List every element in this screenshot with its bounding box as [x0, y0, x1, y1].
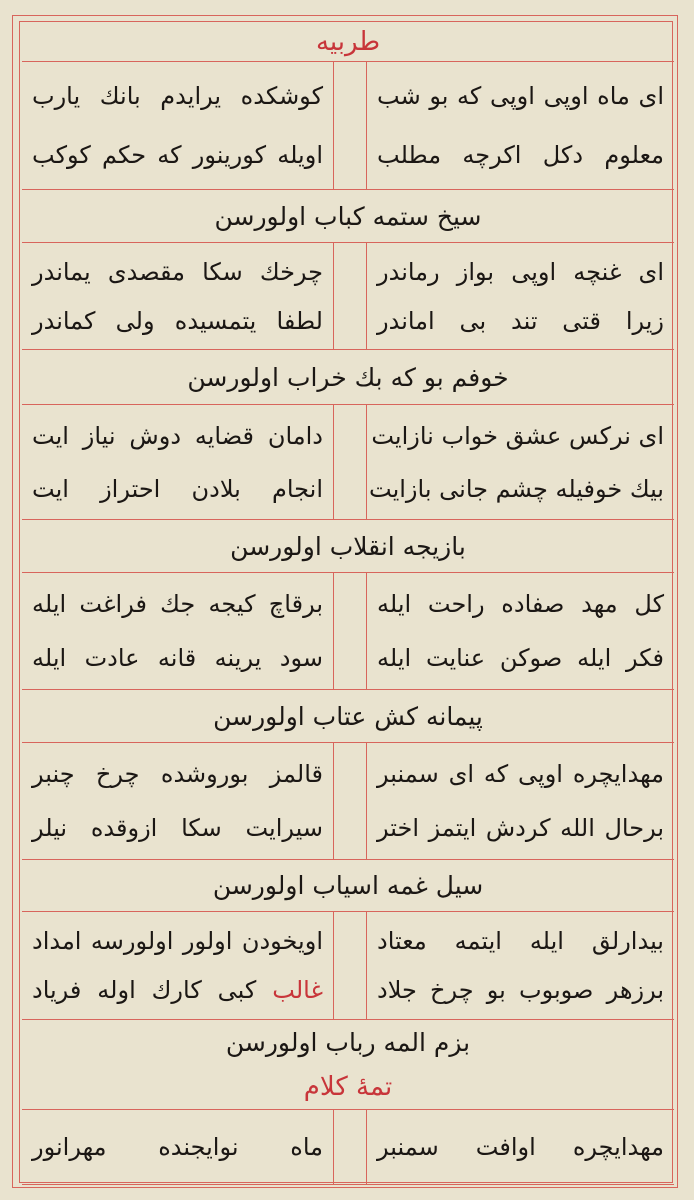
right-hemistich [367, 573, 674, 689]
couplet-4 [22, 573, 674, 690]
left-hemistich [22, 243, 333, 349]
column-divider [333, 912, 367, 1019]
verse-line: کل مهد صفاده راحت ایله [377, 590, 664, 618]
couplet-3 [22, 405, 674, 520]
verse-line: دامان قضایه دوش نیاز ایت [32, 421, 323, 450]
column-divider [333, 1110, 367, 1184]
column-divider [333, 62, 367, 189]
verse-line: ای نرکس عشق خواب نازایت [371, 421, 664, 450]
verse-line: اویخودن اولور اولورسه امداد [32, 926, 323, 955]
verse-line: قالمز بوروشده چرخ چنبر [32, 760, 323, 788]
left-hemistich [22, 743, 333, 859]
couplet-6 [22, 912, 674, 1020]
column-divider [333, 573, 367, 689]
verse-line: برحال الله کردش ایتمز اختر [377, 814, 664, 842]
verse-line: ای غنچه اوپی بواز رماندر [377, 257, 664, 286]
verse-line: برزهر صوبوب بو چرخ جلاد [377, 976, 664, 1005]
right-hemistich [367, 1110, 674, 1184]
verse-line: کوشکده یرایدم بانك یارب [32, 81, 323, 110]
verse-text: کبی کارك اوله فریاد [32, 976, 257, 1005]
refrain-1: سیخ ستمه کباب اولورسن [22, 190, 674, 243]
column-divider [333, 743, 367, 859]
refrain-4: پیمانه کش عتاب اولورسن [22, 690, 674, 743]
verse-line: بیدارلق ایله ایتمه معتاد [377, 926, 664, 955]
verse-line: برقاچ کیجه جك فراغت ایله [32, 590, 323, 618]
verse-line: سود یرینه قانه عادت ایله [32, 644, 323, 672]
verse-line: سیرایت سکا ازوقده نیلر [32, 814, 323, 842]
verse-line: ماه نوایجنده مهرانور [32, 1133, 323, 1161]
closing-block [22, 1020, 674, 1110]
verse-line: مهدایچره اوپی که ای سمنبر [377, 760, 664, 788]
verse-line: انجام بلادن احتراز ایت [32, 474, 323, 503]
refrain-2: خوفم بو که بك خراب اولورسن [22, 350, 674, 405]
verse-line: فکر ایله صوکن عنایت ایله [377, 644, 664, 672]
poet-name: غالب [272, 976, 323, 1005]
left-hemistich [22, 1110, 333, 1184]
refrain-5: سیل غمه اسیاب اولورسن [22, 860, 674, 912]
closing-couplet [22, 1110, 674, 1185]
left-hemistich [22, 62, 333, 189]
left-hemistich [22, 405, 333, 519]
verse-line [32, 976, 323, 1004]
right-hemistich [367, 243, 674, 349]
column-divider [333, 405, 367, 519]
closing-heading: تمهٔ کلام [303, 1071, 393, 1102]
verse-line: ای ماه اوپی اوپی که بو شب [377, 81, 664, 110]
right-hemistich [367, 912, 674, 1019]
verse-line: معلوم دکل اکرچه مطلب [377, 141, 664, 170]
left-hemistich [22, 573, 333, 689]
couplet-1 [22, 62, 674, 190]
left-hemistich [22, 912, 333, 1019]
verse-line: لطفا یتمسیده ولی کماندر [32, 306, 323, 335]
couplet-2 [22, 243, 674, 350]
verse-line: زیرا قتی تند بی اماندر [377, 306, 664, 335]
verse-line: چرخك سکا مقصدی یماندر [32, 257, 323, 286]
verse-line: بیك خوفیله چشم جانی بازایت [369, 474, 664, 503]
refrain-3: بازیجه انقلاب اولورسن [22, 520, 674, 573]
right-hemistich [367, 62, 674, 189]
verse-line: مهدایچره اوافت سمنبر [377, 1133, 664, 1161]
poem-title: طربیه [22, 22, 674, 62]
right-hemistich [367, 743, 674, 859]
column-divider [333, 243, 367, 349]
poem [22, 22, 674, 1185]
verse-line: اویله کورینور که حکم کوکب [32, 141, 323, 170]
right-hemistich [367, 405, 674, 519]
refrain-6: بزم المه رباب اولورسن [225, 1027, 471, 1057]
couplet-5 [22, 743, 674, 860]
